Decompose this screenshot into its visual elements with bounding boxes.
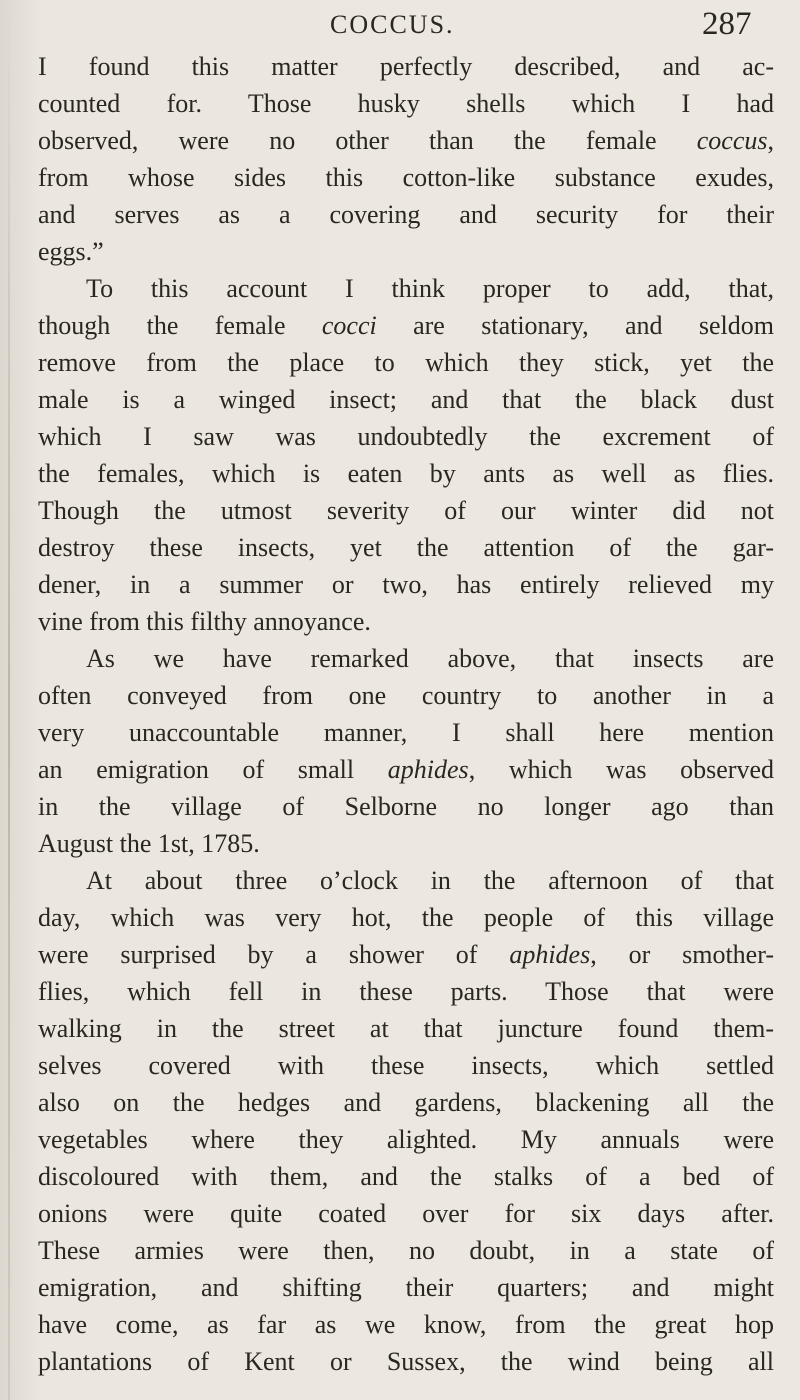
text-run: dener, in a summer or two, has entirely relieved my <box>38 570 774 599</box>
text-run: flies, which fell in these parts. Those that were <box>38 977 774 1006</box>
text-run: vegetables where they alighted. My annuals were <box>38 1125 774 1154</box>
text-line <box>38 492 774 529</box>
body-text <box>38 48 774 1380</box>
italic-term: cocci <box>321 311 377 340</box>
text-run: eggs.” <box>38 237 104 266</box>
text-line <box>38 1269 774 1306</box>
page-gutter-shadow <box>8 0 10 1400</box>
text-run: have come, as far as we know, from the great hop <box>38 1310 774 1339</box>
text-line <box>38 1047 774 1084</box>
text-run: As we have remarked above, that insects are <box>86 644 774 673</box>
text-line <box>38 936 774 973</box>
text-run: also on the hedges and gardens, blackening all the <box>38 1088 774 1117</box>
text-run: observed, were no other than the female <box>38 126 697 155</box>
italic-term: aphides <box>509 940 591 969</box>
text-line <box>38 714 774 751</box>
text-line <box>38 1232 774 1269</box>
text-run: emigration, and shifting their quarters; and might <box>38 1273 774 1302</box>
text-run: These armies were then, no doubt, in a state of <box>38 1236 774 1265</box>
text-line <box>38 344 774 381</box>
text-run: vine from this filthy annoyance. <box>38 607 371 636</box>
text-line <box>38 788 774 825</box>
text-run: counted for. Those husky shells which I had <box>38 89 774 118</box>
text-run: an emigration of small <box>38 755 388 784</box>
text-line <box>38 381 774 418</box>
text-line <box>38 1306 774 1343</box>
text-line <box>38 85 774 122</box>
text-run: were surprised by a shower of <box>38 940 510 969</box>
text-run: day, which was very hot, the people of this village <box>38 903 774 932</box>
text-run: At about three o’clock in the afternoon of that <box>86 866 774 895</box>
text-line <box>38 233 774 270</box>
text-line <box>38 48 774 85</box>
text-line <box>38 677 774 714</box>
text-run: , which was observed <box>468 755 774 784</box>
text-run: selves covered with these insects, which settled <box>38 1051 774 1080</box>
text-line <box>38 270 774 307</box>
text-line <box>38 1343 774 1380</box>
text-line <box>38 196 774 233</box>
text-run: I found this matter perfectly described, and ac- <box>38 52 774 81</box>
text-line <box>38 122 774 159</box>
text-line <box>38 899 774 936</box>
text-line <box>38 640 774 677</box>
text-run: Though the utmost severity of our winter did not <box>38 496 774 525</box>
text-line <box>38 1195 774 1232</box>
text-line <box>38 1084 774 1121</box>
text-run: in the village of Selborne no longer ago than <box>38 792 774 821</box>
text-line <box>38 307 774 344</box>
text-line <box>38 1010 774 1047</box>
text-run: , <box>767 126 774 155</box>
text-line <box>38 529 774 566</box>
text-run: onions were quite coated over for six days after. <box>38 1199 774 1228</box>
text-line <box>38 455 774 492</box>
text-line <box>38 825 774 862</box>
text-run: To this account I think proper to add, that, <box>86 274 774 303</box>
text-run: are stationary, and seldom <box>376 311 774 340</box>
text-run: plantations of Kent or Sussex, the wind being all <box>38 1347 774 1376</box>
text-run: from whose sides this cotton-like substance exudes, <box>38 163 774 192</box>
text-run: , or smother- <box>590 940 775 969</box>
text-line <box>38 1121 774 1158</box>
text-run: and serves as a covering and security for their <box>38 200 774 229</box>
text-line <box>38 862 774 899</box>
text-run: which I saw was undoubtedly the excrement of <box>38 422 774 451</box>
text-run: remove from the place to which they stick, yet the <box>38 348 774 377</box>
text-run: walking in the street at that juncture found them- <box>38 1014 774 1043</box>
text-line <box>38 751 774 788</box>
text-line <box>38 418 774 455</box>
italic-term: coccus <box>696 126 768 155</box>
text-run: often conveyed from one country to another in a <box>38 681 774 710</box>
text-run: discoloured with them, and the stalks of a bed of <box>38 1162 774 1191</box>
text-run: though the female <box>38 311 322 340</box>
text-line <box>38 159 774 196</box>
text-line <box>38 973 774 1010</box>
italic-term: aphides <box>387 755 469 784</box>
text-run: male is a winged insect; and that the black dust <box>38 385 774 414</box>
text-line <box>38 1158 774 1195</box>
text-run: destroy these insects, yet the attention of the gar- <box>38 533 774 562</box>
running-head: COCCUS. <box>330 10 455 39</box>
text-run: very unaccountable manner, I shall here mention <box>38 718 774 747</box>
page-header <box>0 4 800 44</box>
page-number: 287 <box>702 6 752 42</box>
text-run: August the 1st, 1785. <box>38 829 260 858</box>
text-line <box>38 566 774 603</box>
text-line <box>38 603 774 640</box>
text-run: the females, which is eaten by ants as well as flies. <box>38 459 774 488</box>
